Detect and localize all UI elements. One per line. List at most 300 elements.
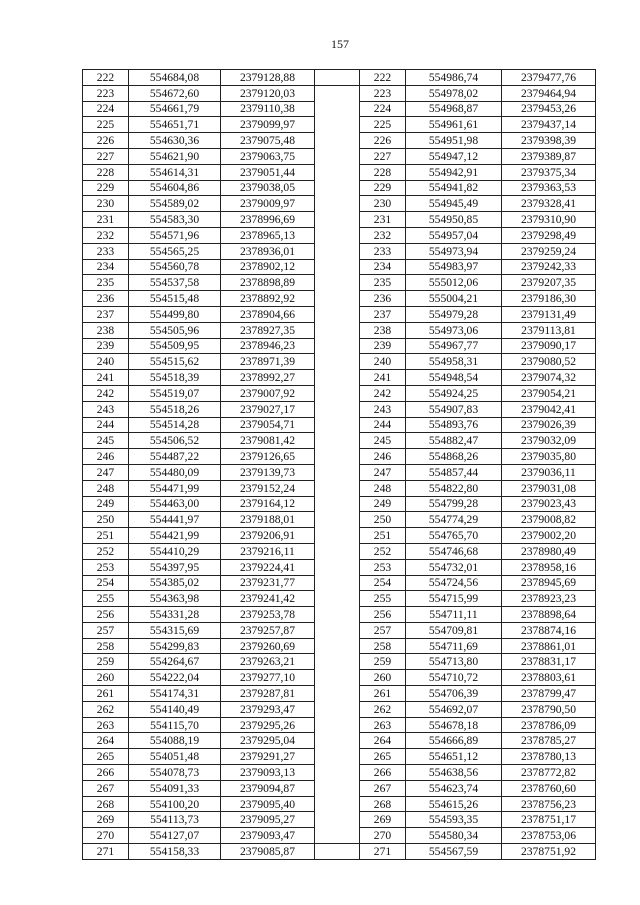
left-point-number: 267 bbox=[83, 780, 129, 796]
left-point-number: 223 bbox=[83, 85, 129, 101]
table-row bbox=[83, 480, 596, 496]
table-row bbox=[83, 227, 596, 243]
right-x-coordinate: 554709,81 bbox=[406, 622, 502, 638]
right-x-coordinate: 554580,34 bbox=[406, 828, 502, 844]
right-y-coordinate: 2379259,24 bbox=[502, 243, 596, 259]
left-x-coordinate: 554571,96 bbox=[129, 227, 221, 243]
left-point-number: 233 bbox=[83, 243, 129, 259]
right-x-coordinate: 554724,56 bbox=[406, 575, 502, 591]
right-y-coordinate: 2379328,41 bbox=[502, 196, 596, 212]
right-x-coordinate: 554706,39 bbox=[406, 686, 502, 702]
right-point-number: 261 bbox=[360, 686, 406, 702]
right-x-coordinate: 554713,80 bbox=[406, 654, 502, 670]
column-gap bbox=[315, 512, 360, 528]
column-gap bbox=[315, 148, 360, 164]
table-row bbox=[83, 180, 596, 196]
table-row bbox=[83, 164, 596, 180]
left-x-coordinate: 554410,29 bbox=[129, 543, 221, 559]
column-gap bbox=[315, 291, 360, 307]
right-point-number: 236 bbox=[360, 291, 406, 307]
left-x-coordinate: 554158,33 bbox=[129, 844, 221, 860]
right-y-coordinate: 2378772,82 bbox=[502, 765, 596, 781]
table-row bbox=[83, 417, 596, 433]
right-x-coordinate: 554978,02 bbox=[406, 85, 502, 101]
left-point-number: 269 bbox=[83, 812, 129, 828]
left-y-coordinate: 2379110,38 bbox=[221, 101, 315, 117]
column-gap bbox=[315, 701, 360, 717]
left-x-coordinate: 554088,19 bbox=[129, 733, 221, 749]
left-point-number: 261 bbox=[83, 686, 129, 702]
left-x-coordinate: 554174,31 bbox=[129, 686, 221, 702]
right-y-coordinate: 2379090,17 bbox=[502, 338, 596, 354]
right-x-coordinate: 554623,74 bbox=[406, 780, 502, 796]
right-y-coordinate: 2379375,34 bbox=[502, 164, 596, 180]
right-point-number: 271 bbox=[360, 844, 406, 860]
table-row bbox=[83, 828, 596, 844]
left-y-coordinate: 2379063,75 bbox=[221, 148, 315, 164]
table-row bbox=[83, 148, 596, 164]
left-y-coordinate: 2379295,26 bbox=[221, 717, 315, 733]
right-x-coordinate: 554941,82 bbox=[406, 180, 502, 196]
left-point-number: 255 bbox=[83, 591, 129, 607]
left-y-coordinate: 2378946,23 bbox=[221, 338, 315, 354]
left-point-number: 243 bbox=[83, 401, 129, 417]
left-x-coordinate: 554487,22 bbox=[129, 449, 221, 465]
right-point-number: 253 bbox=[360, 559, 406, 575]
left-y-coordinate: 2379277,10 bbox=[221, 670, 315, 686]
left-y-coordinate: 2379257,87 bbox=[221, 622, 315, 638]
left-point-number: 245 bbox=[83, 433, 129, 449]
left-point-number: 263 bbox=[83, 717, 129, 733]
table-row bbox=[83, 749, 596, 765]
right-x-coordinate: 554968,87 bbox=[406, 101, 502, 117]
right-y-coordinate: 2378803,61 bbox=[502, 670, 596, 686]
right-y-coordinate: 2379035,80 bbox=[502, 449, 596, 465]
left-y-coordinate: 2379216,11 bbox=[221, 543, 315, 559]
right-point-number: 224 bbox=[360, 101, 406, 117]
right-x-coordinate: 554857,44 bbox=[406, 464, 502, 480]
left-y-coordinate: 2379009,97 bbox=[221, 196, 315, 212]
right-point-number: 263 bbox=[360, 717, 406, 733]
table-row bbox=[83, 844, 596, 860]
left-x-coordinate: 554078,73 bbox=[129, 765, 221, 781]
left-point-number: 270 bbox=[83, 828, 129, 844]
left-point-number: 248 bbox=[83, 480, 129, 496]
column-gap bbox=[315, 306, 360, 322]
table-row bbox=[83, 812, 596, 828]
table-row bbox=[83, 796, 596, 812]
left-y-coordinate: 2379260,69 bbox=[221, 638, 315, 654]
left-x-coordinate: 554514,28 bbox=[129, 417, 221, 433]
right-x-coordinate: 554711,69 bbox=[406, 638, 502, 654]
left-point-number: 232 bbox=[83, 227, 129, 243]
right-x-coordinate: 554950,85 bbox=[406, 212, 502, 228]
right-y-coordinate: 2379389,87 bbox=[502, 148, 596, 164]
left-x-coordinate: 554560,78 bbox=[129, 259, 221, 275]
left-x-coordinate: 554565,25 bbox=[129, 243, 221, 259]
table-row bbox=[83, 385, 596, 401]
right-point-number: 249 bbox=[360, 496, 406, 512]
left-y-coordinate: 2379295,04 bbox=[221, 733, 315, 749]
right-y-coordinate: 2379008,82 bbox=[502, 512, 596, 528]
left-point-number: 264 bbox=[83, 733, 129, 749]
left-y-coordinate: 2378902,12 bbox=[221, 259, 315, 275]
right-point-number: 267 bbox=[360, 780, 406, 796]
right-y-coordinate: 2378780,13 bbox=[502, 749, 596, 765]
left-y-coordinate: 2379152,24 bbox=[221, 480, 315, 496]
left-x-coordinate: 554589,02 bbox=[129, 196, 221, 212]
left-point-number: 239 bbox=[83, 338, 129, 354]
right-y-coordinate: 2379453,26 bbox=[502, 101, 596, 117]
right-point-number: 266 bbox=[360, 765, 406, 781]
column-gap bbox=[315, 259, 360, 275]
column-gap bbox=[315, 464, 360, 480]
right-y-coordinate: 2379023,43 bbox=[502, 496, 596, 512]
right-x-coordinate: 554947,12 bbox=[406, 148, 502, 164]
left-x-coordinate: 554499,80 bbox=[129, 306, 221, 322]
left-x-coordinate: 554115,70 bbox=[129, 717, 221, 733]
right-y-coordinate: 2378751,92 bbox=[502, 844, 596, 860]
left-y-coordinate: 2379231,77 bbox=[221, 575, 315, 591]
left-y-coordinate: 2379293,47 bbox=[221, 701, 315, 717]
right-y-coordinate: 2378756,23 bbox=[502, 796, 596, 812]
left-y-coordinate: 2379081,42 bbox=[221, 433, 315, 449]
left-point-number: 227 bbox=[83, 148, 129, 164]
left-x-coordinate: 554630,36 bbox=[129, 133, 221, 149]
right-x-coordinate: 554973,06 bbox=[406, 322, 502, 338]
right-x-coordinate: 554822,80 bbox=[406, 480, 502, 496]
column-gap bbox=[315, 117, 360, 133]
left-point-number: 231 bbox=[83, 212, 129, 228]
right-y-coordinate: 2378790,50 bbox=[502, 701, 596, 717]
left-point-number: 249 bbox=[83, 496, 129, 512]
left-x-coordinate: 554515,62 bbox=[129, 354, 221, 370]
right-y-coordinate: 2379080,52 bbox=[502, 354, 596, 370]
right-point-number: 239 bbox=[360, 338, 406, 354]
left-x-coordinate: 554397,95 bbox=[129, 559, 221, 575]
right-y-coordinate: 2379074,32 bbox=[502, 370, 596, 386]
left-y-coordinate: 2379093,47 bbox=[221, 828, 315, 844]
right-y-coordinate: 2379398,39 bbox=[502, 133, 596, 149]
left-y-coordinate: 2379120,03 bbox=[221, 85, 315, 101]
column-gap bbox=[315, 607, 360, 623]
right-point-number: 238 bbox=[360, 322, 406, 338]
left-point-number: 262 bbox=[83, 701, 129, 717]
right-x-coordinate: 554979,28 bbox=[406, 306, 502, 322]
left-y-coordinate: 2379206,91 bbox=[221, 528, 315, 544]
left-point-number: 235 bbox=[83, 275, 129, 291]
right-point-number: 227 bbox=[360, 148, 406, 164]
column-gap bbox=[315, 449, 360, 465]
table-row bbox=[83, 512, 596, 528]
left-x-coordinate: 554515,48 bbox=[129, 291, 221, 307]
column-gap bbox=[315, 480, 360, 496]
right-y-coordinate: 2379032,09 bbox=[502, 433, 596, 449]
left-point-number: 257 bbox=[83, 622, 129, 638]
table-row bbox=[83, 496, 596, 512]
right-point-number: 228 bbox=[360, 164, 406, 180]
column-gap bbox=[315, 401, 360, 417]
left-x-coordinate: 554363,98 bbox=[129, 591, 221, 607]
column-gap bbox=[315, 322, 360, 338]
right-x-coordinate: 554615,26 bbox=[406, 796, 502, 812]
right-x-coordinate: 554967,77 bbox=[406, 338, 502, 354]
left-x-coordinate: 554385,02 bbox=[129, 575, 221, 591]
table-row bbox=[83, 196, 596, 212]
column-gap bbox=[315, 370, 360, 386]
right-y-coordinate: 2379207,35 bbox=[502, 275, 596, 291]
left-point-number: 252 bbox=[83, 543, 129, 559]
right-y-coordinate: 2378958,16 bbox=[502, 559, 596, 575]
table-row bbox=[83, 717, 596, 733]
left-point-number: 230 bbox=[83, 196, 129, 212]
left-x-coordinate: 554509,95 bbox=[129, 338, 221, 354]
column-gap bbox=[315, 212, 360, 228]
left-y-coordinate: 2379099,97 bbox=[221, 117, 315, 133]
left-y-coordinate: 2379093,13 bbox=[221, 765, 315, 781]
left-point-number: 265 bbox=[83, 749, 129, 765]
left-y-coordinate: 2378927,35 bbox=[221, 322, 315, 338]
column-gap bbox=[315, 133, 360, 149]
column-gap bbox=[315, 812, 360, 828]
left-x-coordinate: 554480,09 bbox=[129, 464, 221, 480]
column-gap bbox=[315, 528, 360, 544]
table-row bbox=[83, 306, 596, 322]
right-point-number: 232 bbox=[360, 227, 406, 243]
column-gap bbox=[315, 243, 360, 259]
left-point-number: 251 bbox=[83, 528, 129, 544]
column-gap bbox=[315, 385, 360, 401]
left-x-coordinate: 554315,69 bbox=[129, 622, 221, 638]
right-x-coordinate: 554957,04 bbox=[406, 227, 502, 243]
left-y-coordinate: 2378992,27 bbox=[221, 370, 315, 386]
left-point-number: 271 bbox=[83, 844, 129, 860]
right-x-coordinate: 554651,12 bbox=[406, 749, 502, 765]
column-gap bbox=[315, 164, 360, 180]
left-y-coordinate: 2378898,89 bbox=[221, 275, 315, 291]
right-y-coordinate: 2378898,64 bbox=[502, 607, 596, 623]
right-y-coordinate: 2379036,11 bbox=[502, 464, 596, 480]
left-y-coordinate: 2378971,39 bbox=[221, 354, 315, 370]
right-point-number: 248 bbox=[360, 480, 406, 496]
right-x-coordinate: 554715,99 bbox=[406, 591, 502, 607]
table-row bbox=[83, 780, 596, 796]
right-point-number: 254 bbox=[360, 575, 406, 591]
column-gap bbox=[315, 654, 360, 670]
left-x-coordinate: 554421,99 bbox=[129, 528, 221, 544]
left-y-coordinate: 2378965,13 bbox=[221, 227, 315, 243]
column-gap bbox=[315, 717, 360, 733]
right-y-coordinate: 2378786,09 bbox=[502, 717, 596, 733]
column-gap bbox=[315, 338, 360, 354]
left-y-coordinate: 2379054,71 bbox=[221, 417, 315, 433]
left-y-coordinate: 2379126,65 bbox=[221, 449, 315, 465]
right-x-coordinate: 554907,83 bbox=[406, 401, 502, 417]
right-point-number: 246 bbox=[360, 449, 406, 465]
left-x-coordinate: 554519,07 bbox=[129, 385, 221, 401]
coordinates-table bbox=[82, 69, 596, 860]
left-point-number: 224 bbox=[83, 101, 129, 117]
right-y-coordinate: 2378923,23 bbox=[502, 591, 596, 607]
table-row bbox=[83, 370, 596, 386]
right-x-coordinate: 554973,94 bbox=[406, 243, 502, 259]
right-y-coordinate: 2378751,17 bbox=[502, 812, 596, 828]
table-row bbox=[83, 654, 596, 670]
right-y-coordinate: 2379363,53 bbox=[502, 180, 596, 196]
right-point-number: 270 bbox=[360, 828, 406, 844]
column-gap bbox=[315, 591, 360, 607]
left-y-coordinate: 2379224,41 bbox=[221, 559, 315, 575]
left-y-coordinate: 2379291,27 bbox=[221, 749, 315, 765]
table-row bbox=[83, 433, 596, 449]
right-point-number: 258 bbox=[360, 638, 406, 654]
table-row bbox=[83, 449, 596, 465]
column-gap bbox=[315, 765, 360, 781]
left-y-coordinate: 2379241,42 bbox=[221, 591, 315, 607]
left-point-number: 241 bbox=[83, 370, 129, 386]
left-point-number: 259 bbox=[83, 654, 129, 670]
column-gap bbox=[315, 85, 360, 101]
right-x-coordinate: 554942,91 bbox=[406, 164, 502, 180]
right-y-coordinate: 2378980,49 bbox=[502, 543, 596, 559]
left-x-coordinate: 554331,28 bbox=[129, 607, 221, 623]
right-y-coordinate: 2378753,06 bbox=[502, 828, 596, 844]
table-row bbox=[83, 338, 596, 354]
column-gap bbox=[315, 227, 360, 243]
right-point-number: 250 bbox=[360, 512, 406, 528]
left-x-coordinate: 554672,60 bbox=[129, 85, 221, 101]
left-x-coordinate: 554518,26 bbox=[129, 401, 221, 417]
right-y-coordinate: 2378945,69 bbox=[502, 575, 596, 591]
left-y-coordinate: 2379128,88 bbox=[221, 70, 315, 86]
right-point-number: 240 bbox=[360, 354, 406, 370]
table-row bbox=[83, 259, 596, 275]
table-row bbox=[83, 622, 596, 638]
table-row bbox=[83, 212, 596, 228]
table-row bbox=[83, 543, 596, 559]
table-row bbox=[83, 117, 596, 133]
right-x-coordinate: 554799,28 bbox=[406, 496, 502, 512]
column-gap bbox=[315, 844, 360, 860]
right-y-coordinate: 2379002,20 bbox=[502, 528, 596, 544]
left-y-coordinate: 2379095,27 bbox=[221, 812, 315, 828]
table-row bbox=[83, 607, 596, 623]
right-x-coordinate: 554986,74 bbox=[406, 70, 502, 86]
right-point-number: 247 bbox=[360, 464, 406, 480]
right-x-coordinate: 554882,47 bbox=[406, 433, 502, 449]
left-y-coordinate: 2379094,87 bbox=[221, 780, 315, 796]
column-gap bbox=[315, 559, 360, 575]
right-x-coordinate: 554593,35 bbox=[406, 812, 502, 828]
right-x-coordinate: 554958,31 bbox=[406, 354, 502, 370]
column-gap bbox=[315, 543, 360, 559]
left-y-coordinate: 2379007,92 bbox=[221, 385, 315, 401]
right-point-number: 229 bbox=[360, 180, 406, 196]
left-point-number: 229 bbox=[83, 180, 129, 196]
left-point-number: 228 bbox=[83, 164, 129, 180]
table-row bbox=[83, 401, 596, 417]
right-x-coordinate: 554924,25 bbox=[406, 385, 502, 401]
right-y-coordinate: 2379437,14 bbox=[502, 117, 596, 133]
right-x-coordinate: 555012,06 bbox=[406, 275, 502, 291]
table-row bbox=[83, 701, 596, 717]
left-x-coordinate: 554684,08 bbox=[129, 70, 221, 86]
left-point-number: 222 bbox=[83, 70, 129, 86]
left-y-coordinate: 2379038,05 bbox=[221, 180, 315, 196]
left-x-coordinate: 554604,86 bbox=[129, 180, 221, 196]
left-y-coordinate: 2378996,69 bbox=[221, 212, 315, 228]
column-gap bbox=[315, 354, 360, 370]
table-row bbox=[83, 765, 596, 781]
left-x-coordinate: 554506,52 bbox=[129, 433, 221, 449]
left-x-coordinate: 554614,31 bbox=[129, 164, 221, 180]
right-point-number: 223 bbox=[360, 85, 406, 101]
right-x-coordinate: 554893,76 bbox=[406, 417, 502, 433]
right-point-number: 226 bbox=[360, 133, 406, 149]
table-row bbox=[83, 322, 596, 338]
right-point-number: 260 bbox=[360, 670, 406, 686]
left-x-coordinate: 554537,58 bbox=[129, 275, 221, 291]
right-x-coordinate: 554678,18 bbox=[406, 717, 502, 733]
table-row bbox=[83, 291, 596, 307]
right-x-coordinate: 554945,49 bbox=[406, 196, 502, 212]
right-y-coordinate: 2378874,16 bbox=[502, 622, 596, 638]
right-x-coordinate: 554961,61 bbox=[406, 117, 502, 133]
column-gap bbox=[315, 622, 360, 638]
right-x-coordinate: 554567,59 bbox=[406, 844, 502, 860]
column-gap bbox=[315, 733, 360, 749]
right-point-number: 235 bbox=[360, 275, 406, 291]
left-point-number: 240 bbox=[83, 354, 129, 370]
left-y-coordinate: 2379095,40 bbox=[221, 796, 315, 812]
table-row bbox=[83, 133, 596, 149]
column-gap bbox=[315, 180, 360, 196]
right-x-coordinate: 554638,56 bbox=[406, 765, 502, 781]
right-y-coordinate: 2379186,30 bbox=[502, 291, 596, 307]
right-y-coordinate: 2379113,81 bbox=[502, 322, 596, 338]
table-row bbox=[83, 70, 596, 86]
left-x-coordinate: 554505,96 bbox=[129, 322, 221, 338]
right-point-number: 265 bbox=[360, 749, 406, 765]
left-point-number: 253 bbox=[83, 559, 129, 575]
left-x-coordinate: 554471,99 bbox=[129, 480, 221, 496]
left-x-coordinate: 554222,04 bbox=[129, 670, 221, 686]
right-y-coordinate: 2379298,49 bbox=[502, 227, 596, 243]
left-point-number: 238 bbox=[83, 322, 129, 338]
right-point-number: 255 bbox=[360, 591, 406, 607]
left-y-coordinate: 2378904,66 bbox=[221, 306, 315, 322]
left-x-coordinate: 554621,90 bbox=[129, 148, 221, 164]
right-point-number: 231 bbox=[360, 212, 406, 228]
left-point-number: 244 bbox=[83, 417, 129, 433]
right-x-coordinate: 554711,11 bbox=[406, 607, 502, 623]
table-row bbox=[83, 670, 596, 686]
right-y-coordinate: 2378861,01 bbox=[502, 638, 596, 654]
right-y-coordinate: 2379026,39 bbox=[502, 417, 596, 433]
column-gap bbox=[315, 275, 360, 291]
left-y-coordinate: 2379085,87 bbox=[221, 844, 315, 860]
column-gap bbox=[315, 638, 360, 654]
left-point-number: 256 bbox=[83, 607, 129, 623]
table-row bbox=[83, 528, 596, 544]
right-x-coordinate: 554948,54 bbox=[406, 370, 502, 386]
left-point-number: 268 bbox=[83, 796, 129, 812]
left-x-coordinate: 554264,67 bbox=[129, 654, 221, 670]
right-x-coordinate: 554774,29 bbox=[406, 512, 502, 528]
right-point-number: 268 bbox=[360, 796, 406, 812]
left-point-number: 246 bbox=[83, 449, 129, 465]
left-x-coordinate: 554299,83 bbox=[129, 638, 221, 654]
